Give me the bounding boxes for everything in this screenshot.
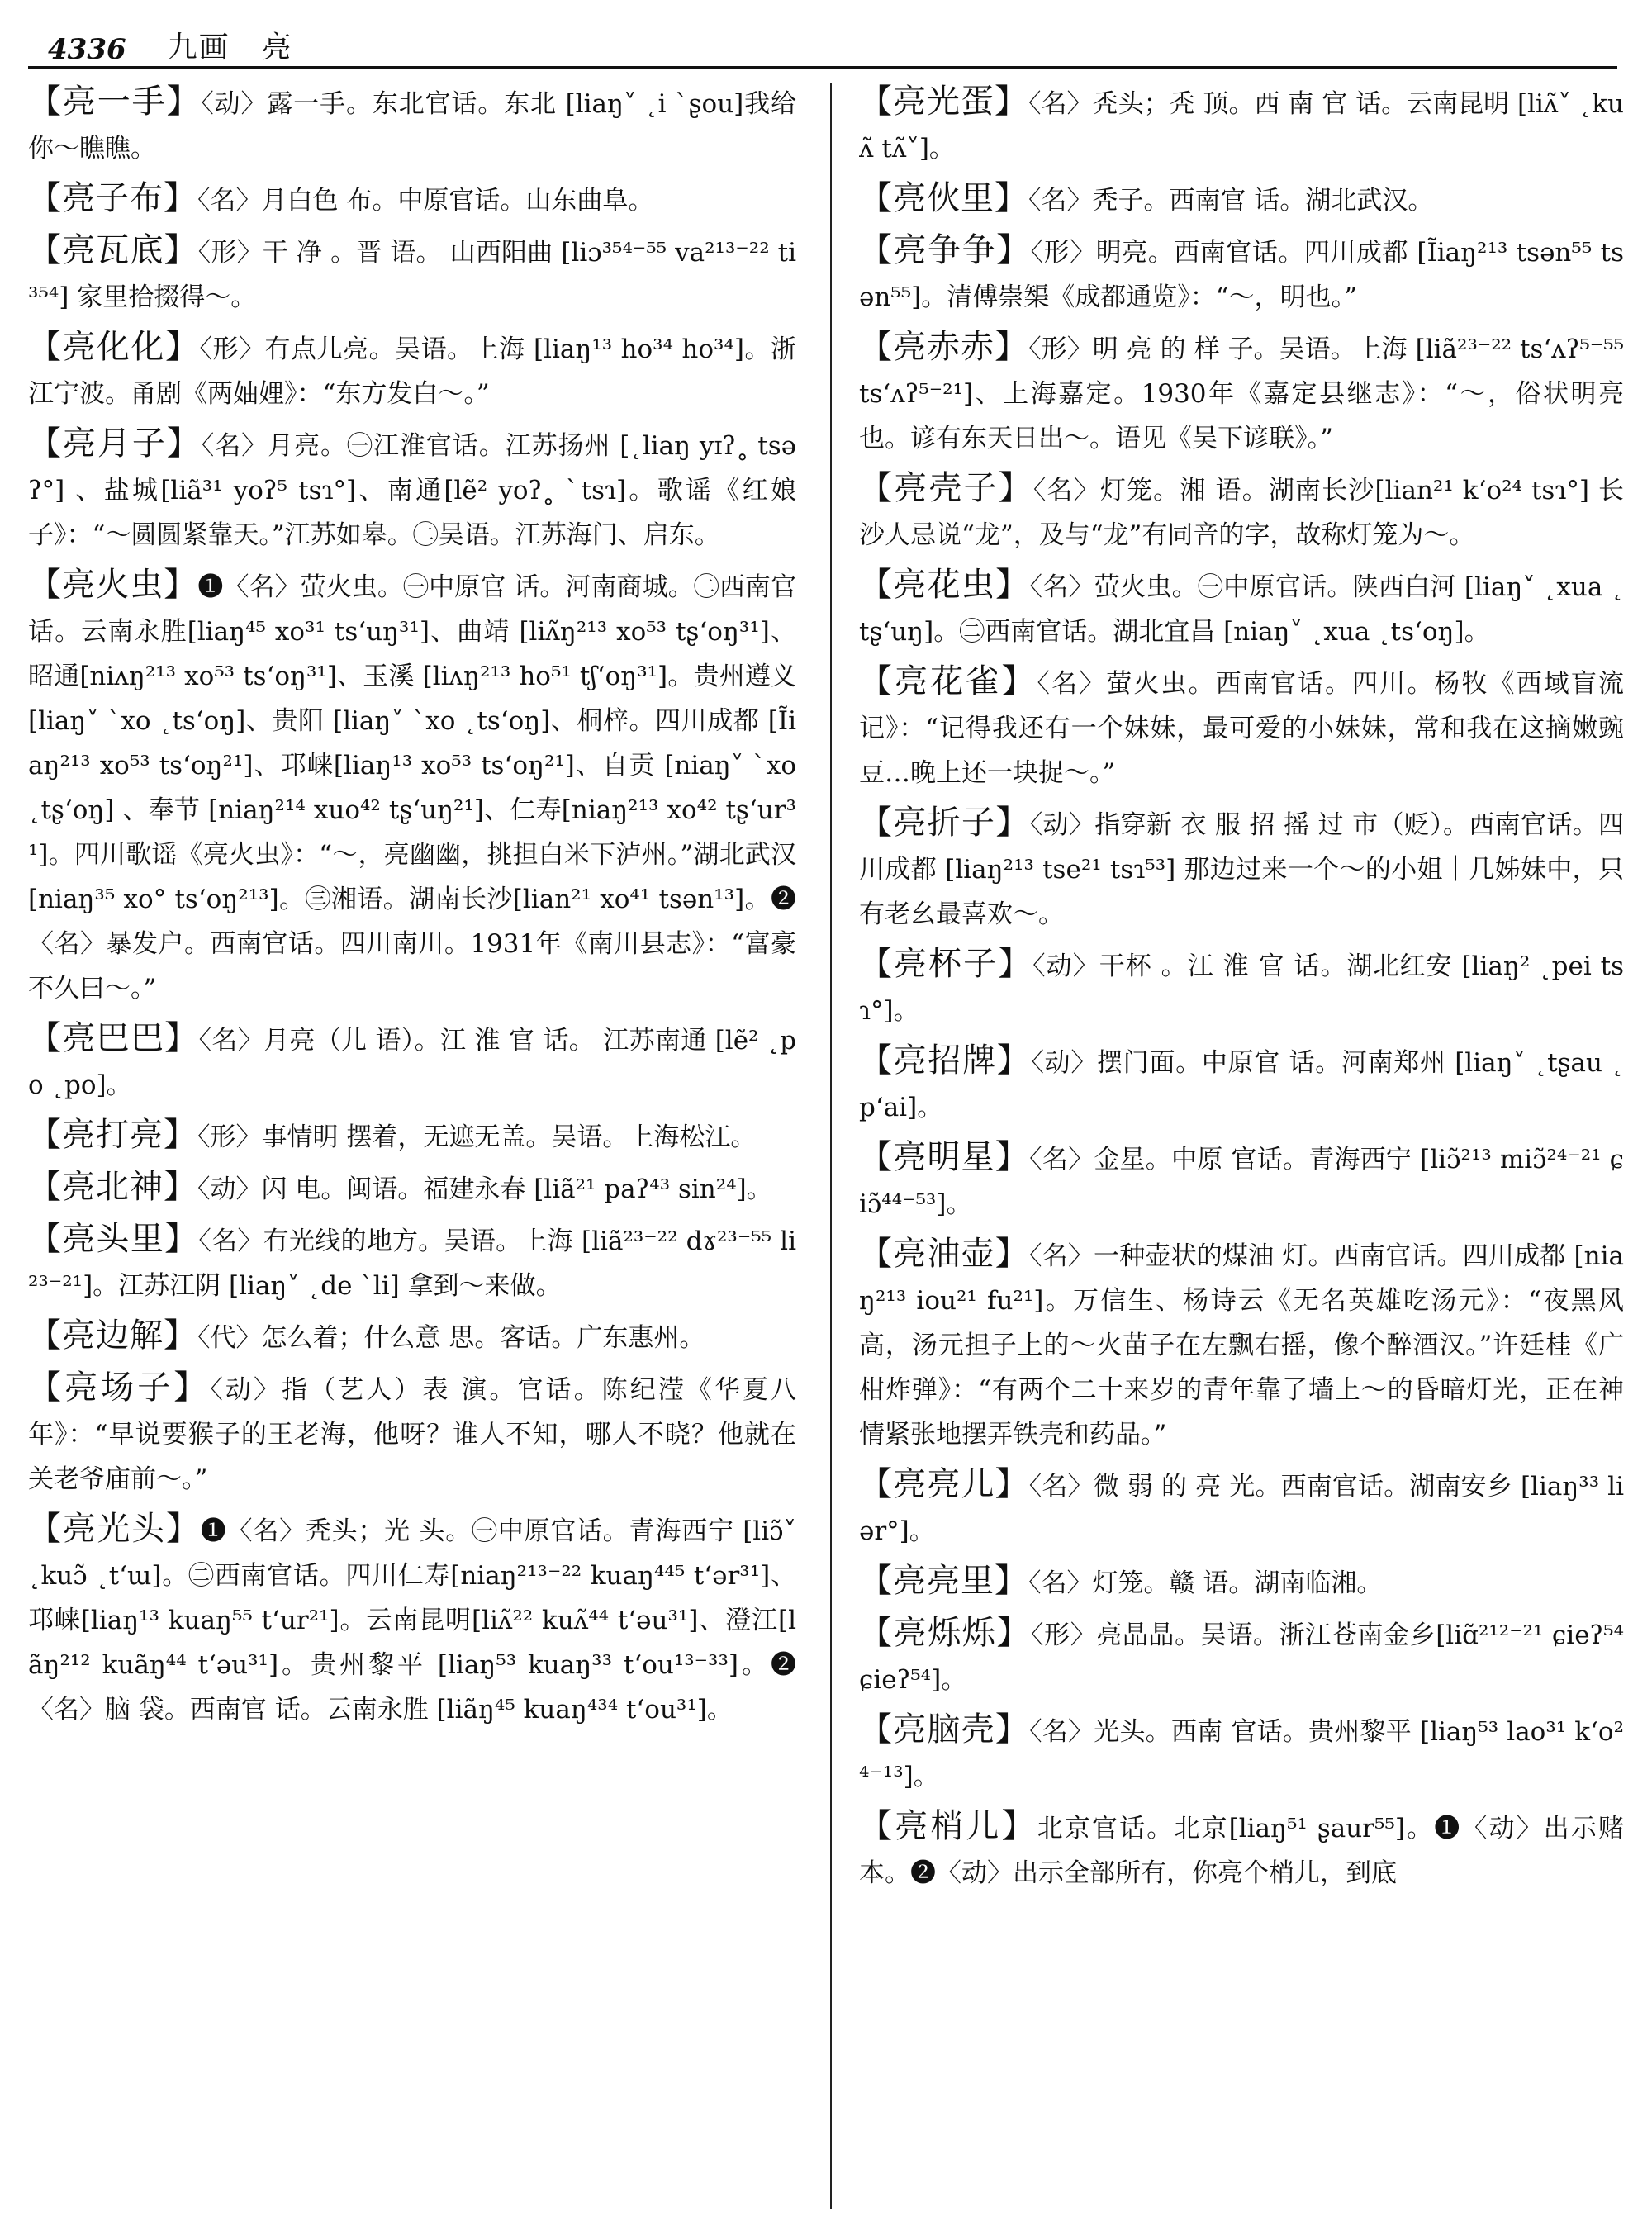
definition: 〈名〉微 弱 的 亮 光。西南官话。湖南安乡 [liaŋ³³ liər°]。 xyxy=(859,1472,1624,1546)
dictionary-entry xyxy=(859,466,1624,558)
page-header xyxy=(48,18,1617,66)
dictionary-entry xyxy=(28,1165,796,1212)
left-column xyxy=(28,79,796,2218)
dictionary-entry xyxy=(28,1016,796,1108)
dictionary-entry xyxy=(28,176,796,223)
headword: 【亮油壶】 xyxy=(859,1235,1029,1273)
header-rule xyxy=(28,66,1617,69)
dictionary-entry xyxy=(859,1038,1624,1130)
dictionary-entry xyxy=(859,1462,1624,1554)
definition: 〈名〉秃子。西南官 话。湖北武汉。 xyxy=(1028,186,1434,216)
headword: 【亮脑壳】 xyxy=(859,1710,1030,1748)
headword: 【亮争争】 xyxy=(859,231,1031,269)
headword: 【亮巴巴】 xyxy=(28,1019,199,1057)
headword: 【亮伙里】 xyxy=(859,179,1028,217)
dictionary-entry xyxy=(28,1506,796,1732)
definition: 〈名〉秃头；秃 顶。西 南 官 话。云南昆明 [liʌ̃˅ ˛kuʌ̃ tʌ̃˅]。 xyxy=(859,89,1624,164)
headword: 【亮北神】 xyxy=(28,1168,197,1206)
definition: 〈形〉事情明 摆着，无遮无盖。吴语。上海松江。 xyxy=(197,1122,757,1152)
column-divider xyxy=(830,83,832,2209)
dictionary-entry xyxy=(28,1113,796,1160)
dictionary-entry xyxy=(28,79,796,171)
definition: 〈名〉灯笼。赣 语。湖南临湘。 xyxy=(1028,1568,1383,1598)
definition: 〈动〉摆门面。中原官 话。河南郑州 [liaŋ˅ ˛tʂau ˛pʻai]。 xyxy=(859,1048,1624,1122)
dictionary-entry xyxy=(28,562,796,1011)
dictionary-entry xyxy=(859,1135,1624,1226)
definition: 〈名〉灯笼。湘 语。湖南长沙[lian²¹ kʻo²⁴ tsɿ°] 长沙人忌说“龙”，及与“龙”有同音的字，故称灯笼为～。 xyxy=(859,476,1624,550)
definition: ❶〈名〉秃头；光 头。㊀中原官话。青海西宁 [liɔ̃˅ ˛kuɔ̃ ˛tʻɯ]。㊁西南官话。四川仁寿[niaŋ²¹³⁻²² kuaŋ⁴⁴⁵ tʻər³¹]、 邛崃[liaŋ¹³ kuaŋ⁵⁵ tʻur²¹]。云南昆明[liʌ̃²² kuʌ̃⁴⁴ tʻəu³¹]、澄江[lãŋ²¹² kuãŋ⁴⁴ tʻəu³¹]。贵州黎平 [liaŋ⁵³ kuaŋ³³ tʻou¹³⁻³³]。❷〈名〉脑 袋。西南官 话。云南永胜 [liãŋ⁴⁵ kuaŋ⁴³⁴ tʻou³¹]。 xyxy=(28,1516,796,1725)
headword: 【亮场子】 xyxy=(28,1369,211,1407)
headword: 【亮火虫】 xyxy=(28,566,198,604)
headword: 【亮杯子】 xyxy=(859,945,1033,983)
dictionary-entry xyxy=(28,325,796,416)
headword: 【亮一手】 xyxy=(28,83,202,121)
definition: 〈动〉指（艺人）表 演。官话。陈纪滢《华夏八年》：“早说要猴子的王老海，他呀？谁人不知，哪人不晓？他就在关老爷庙前～。” xyxy=(28,1375,796,1494)
dictionary-entry xyxy=(859,659,1624,795)
headword: 【亮瓦底】 xyxy=(28,231,198,269)
headword: 【亮明星】 xyxy=(859,1138,1030,1176)
headword: 【亮招牌】 xyxy=(859,1041,1032,1079)
definition: 〈名〉有光线的地方。吴语。上海 [liã²³⁻²² dɤ²³⁻⁵⁵ li²³⁻²¹]。江苏江阴 [liaŋ˅ ˛de ˋli] 拿到～来做。 xyxy=(28,1226,796,1301)
dictionary-entry xyxy=(859,942,1624,1033)
definition: 〈名〉一种壶状的煤油 灯。西南官话。四川成都 [niaŋ²¹³ iou²¹ fu²¹]。万信生、杨诗云《无名英雄吃汤元》：“夜黑风高，汤元担子上的～火苗子在左飘右摇，像个醉酒汉。”许廷桂《广柑炸弹》：“有两个二十来岁的青年靠了墙上～的昏暗灯光，正在神情紧张地摆弄铁壳和药品。” xyxy=(859,1241,1624,1450)
dictionary-entry xyxy=(859,1231,1624,1457)
dictionary-entry xyxy=(28,1217,796,1308)
headword: 【亮折子】 xyxy=(859,804,1030,842)
definition: 〈动〉闪 电。闽语。福建永春 [liã²¹ paʔ⁴³ sin²⁴]。 xyxy=(197,1174,772,1204)
headword: 【亮壳子】 xyxy=(859,469,1033,507)
definition: 北京官话。北京[liaŋ⁵¹ ʂaur⁵⁵]。❶〈动〉出示赌本。❷〈动〉出示全部所有，你亮个梢儿，到底 xyxy=(859,1814,1624,1888)
dictionary-entry xyxy=(28,228,796,320)
dictionary-entry xyxy=(28,1365,796,1502)
definition: 〈名〉萤火虫。㊀中原官话。陕西白河 [liaŋ˅ ˛xua ˛tʂʻuŋ]。㊁西南官话。湖北宜昌 [niaŋ˅ ˛xua ˛tsʻoŋ]。 xyxy=(859,572,1624,647)
definition: 〈动〉指穿新 衣 服 招 摇 过 市（贬）。西南官话。四川成都 [liaŋ²¹³ tse²¹ tsɿ⁵³] 那边过来一个～的小姐｜几姊妹中，只有老幺最喜欢～。 xyxy=(859,810,1624,929)
dictionary-entry xyxy=(859,562,1624,654)
right-column xyxy=(859,79,1624,2218)
headword: 【亮亮儿】 xyxy=(859,1465,1029,1503)
definition: 〈名〉月白色 布。中原官话。山东曲阜。 xyxy=(197,186,654,216)
dictionary-entry xyxy=(859,228,1624,320)
definition: ❶〈名〉萤火虫。㊀中原官 话。河南商城。㊁西南官话。云南永胜[liaŋ⁴⁵ xo³¹ tsʻuŋ³¹]、曲靖 [liʌ̃ŋ²¹³ xo⁵³ tʂʻoŋ³¹]、昭通[niʌŋ²¹³ xo⁵³ tsʻoŋ³¹]、玉溪 [liʌŋ²¹³ ho⁵¹ tʃʻoŋ³¹]。贵州遵义 [liaŋ˅ ˋxo ˛tsʻoŋ]、贵阳 [liaŋ˅ ˋxo ˛tsʻoŋ]、桐梓。四川成都 [Ĩiaŋ²¹³ xo⁵³ tsʻoŋ²¹]、邛崃[liaŋ¹³ xo⁵³ tsʻoŋ²¹]、自贡 [niaŋ˅ ˋxo ˛tʂʻoŋ] 、奉节 [niaŋ²¹⁴ xuo⁴² tʂʻuŋ²¹]、仁寿[niaŋ²¹³ xo⁴² tʂʻur³¹]。四川歌谣《亮火虫》：“～，亮幽幽，挑担白米下泸州。”湖北武汉 [niaŋ³⁵ xo° tsʻoŋ²¹³]。㊂湘语。湖南长沙[lian²¹ xo⁴¹ tsən¹³]。❷〈名〉暴发户。西南官话。四川南川。1931年《南川县志》：“富豪不久曰～。” xyxy=(28,572,796,1004)
headword: 【亮光头】 xyxy=(28,1510,201,1548)
headword: 【亮头里】 xyxy=(28,1220,199,1258)
headword: 【亮子布】 xyxy=(28,179,197,217)
definition: 〈代〉怎么着；什么意 思。客话。广东惠州。 xyxy=(197,1323,705,1353)
headword: 【亮化化】 xyxy=(28,328,200,366)
headword: 【亮边解】 xyxy=(28,1317,197,1355)
headword: 【亮光蛋】 xyxy=(859,83,1029,121)
definition: 〈名〉金星。中原 官话。青海西宁 [liɔ̃²¹³ miɔ̃²⁴⁻²¹ ɕiɔ̃⁴⁴⁻⁵³]。 xyxy=(859,1145,1624,1219)
headword: 【亮烁烁】 xyxy=(859,1614,1032,1652)
headword: 【亮花雀】 xyxy=(859,662,1037,700)
page-number: 4336 xyxy=(48,33,126,66)
dictionary-entry xyxy=(859,1611,1624,1702)
headword: 【亮月子】 xyxy=(28,425,202,463)
dictionary-entry xyxy=(859,176,1624,223)
headword: 【亮打亮】 xyxy=(28,1116,197,1154)
dictionary-entry xyxy=(859,1559,1624,1606)
dictionary-entry xyxy=(28,1313,796,1360)
dictionary-entry xyxy=(859,79,1624,171)
definition: 〈名〉月亮（儿 语）。江 淮 官 话。 江苏南通 [lẽ² ˛po ˛po]。 xyxy=(28,1026,796,1100)
definition: 〈形〉亮晶晶。吴语。浙江苍南金乡[liɑ̃²¹²⁻²¹ ɕieʔ⁵⁴ ɕieʔ⁵⁴]。 xyxy=(859,1620,1624,1695)
header-character: 亮 xyxy=(261,31,293,64)
dictionary-entry xyxy=(859,1804,1624,1896)
definition: 〈名〉月亮。㊀江淮官话。江苏扬州 [˛liaŋ yɪʔ˳ tsəʔ°] 、盐城[liã³¹ yoʔ⁵ tsɿ°]、南通[lẽ² yoʔ˳ ˋtsɿ]。歌谣《红娘子》：“～圆圆紧靠天。”江苏如皋。㊁吴语。江苏海门、启东。 xyxy=(28,431,796,550)
definition: 〈形〉干 净 。晋 语。 山西阳曲 [liɔ³⁵⁴⁻⁵⁵ va²¹³⁻²² ti³⁵⁴] 家里拾掇得～。 xyxy=(28,238,796,312)
definition: 〈动〉干杯 。江 淮 官 话。湖北红安 [liaŋ² ˛pei tsɿ°]。 xyxy=(859,951,1624,1026)
dictionary-entry xyxy=(859,800,1624,937)
definition: 〈形〉有点儿亮。吴语。上海 [liaŋ¹³ ho³⁴ ho³⁴]。浙江宁波。甬剧《两妯娌》：“东方发白～。” xyxy=(28,334,796,409)
definition: 〈形〉明 亮 的 样 子。吴语。上海 [liã²³⁻²² tsʻʌʔ⁵⁻⁵⁵ tsʻʌʔ⁵⁻²¹]、上海嘉定。1930年《嘉定县继志》：“～，俗状明亮也。谚有东天日出～。语见《吴下谚联》。” xyxy=(859,334,1624,453)
headword: 【亮花虫】 xyxy=(859,566,1030,604)
dictionary-entry xyxy=(859,1707,1624,1799)
headword: 【亮赤赤】 xyxy=(859,328,1029,366)
headword: 【亮亮里】 xyxy=(859,1562,1028,1600)
definition: 〈名〉光头。西南 官话。贵州黎平 [liaŋ⁵³ lao³¹ kʻo²⁴⁻¹³]。 xyxy=(859,1717,1624,1791)
dictionary-entry xyxy=(28,421,796,558)
definition: 〈名〉萤火虫。西南官话。四川。杨牧《西域盲流记》：“记得我还有一个妹妹，最可爱的小妹妹，常和我在这摘嫩豌豆…晚上还一块捉～。” xyxy=(859,669,1624,788)
headword: 【亮梢儿】 xyxy=(859,1807,1037,1845)
definition: 〈形〉明亮。西南官话。四川成都 [Ĩiaŋ²¹³ tsən⁵⁵ tsən⁵⁵]。清傅崇榘《成都通览》：“～，明也。” xyxy=(859,238,1624,312)
definition: 〈动〉露一手。东北官话。东北 [liaŋ˅ ˛i ˋʂou]我给你～瞧瞧。 xyxy=(28,89,796,164)
section-label: 九画 xyxy=(167,31,230,64)
dictionary-entry xyxy=(859,325,1624,461)
